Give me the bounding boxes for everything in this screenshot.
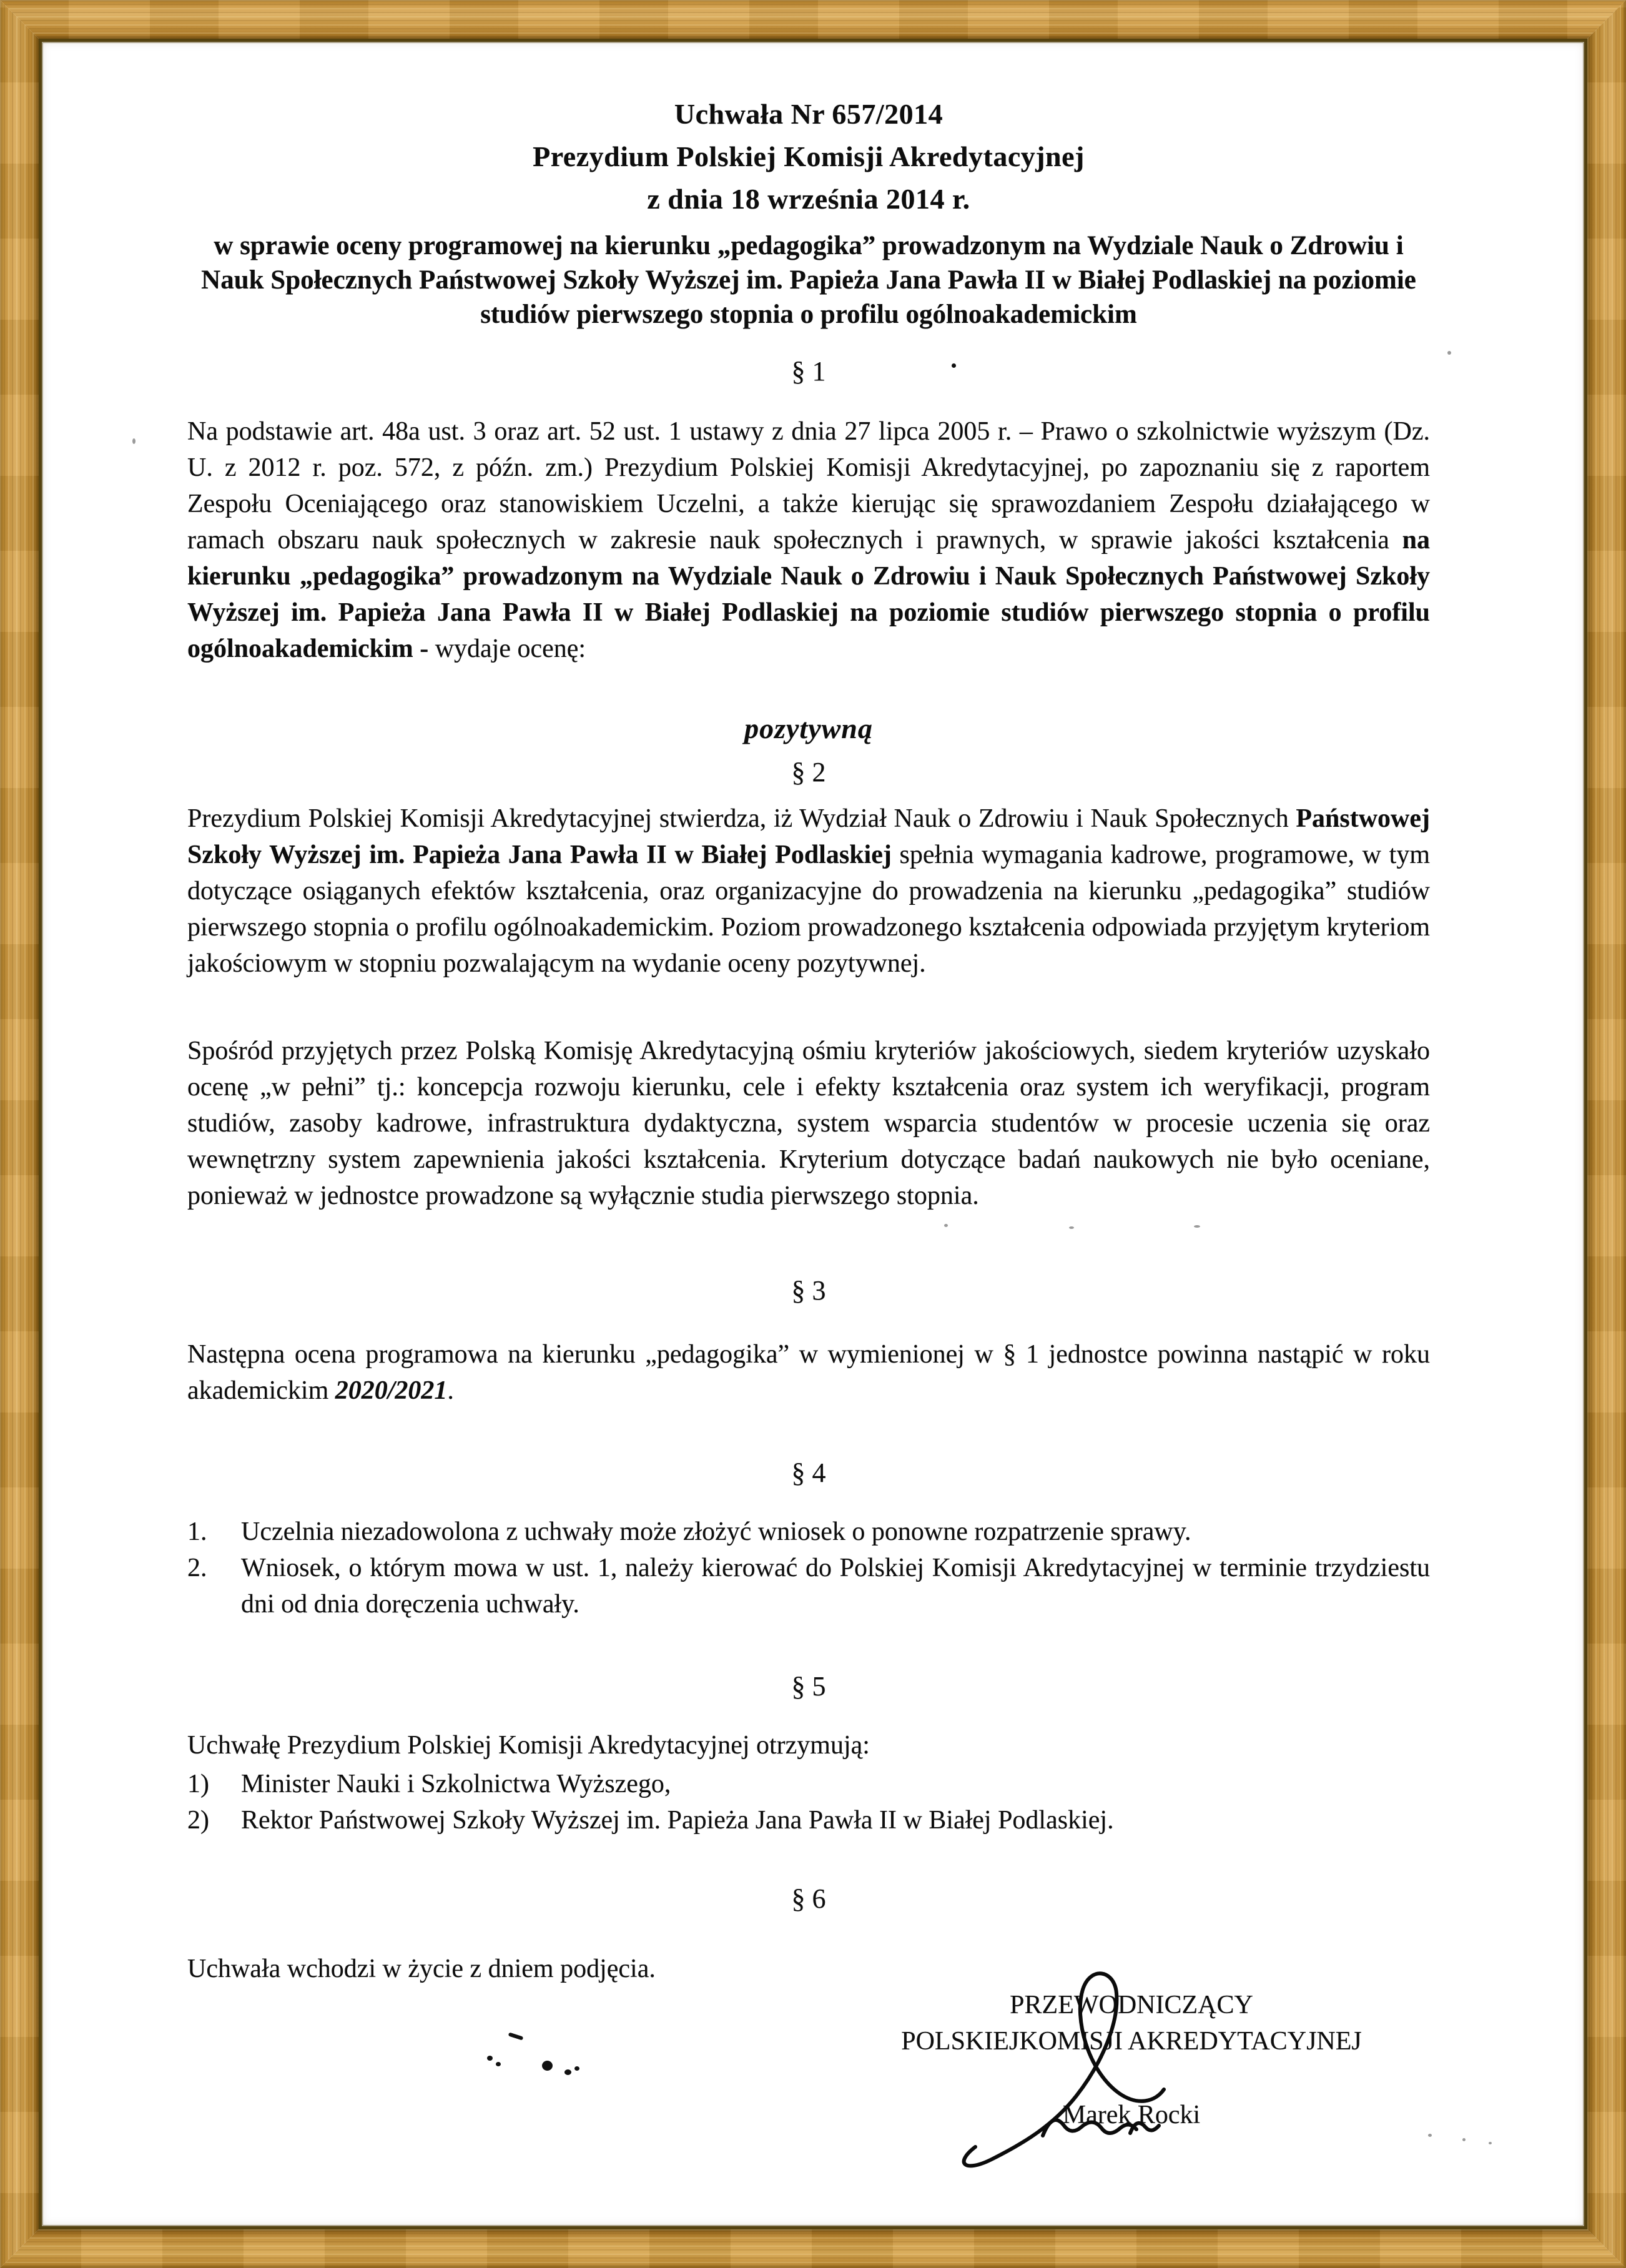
section-1-text-bold: na kierunku „pedagogika” prowadzonym na Wydziale Nauk o Zdrowiu i Nauk Społecznych Państwowej Szkoły Wyższej im. Papieża Jana Pawła II w Białej Podlaskiej na poziomie studiów pierwszego stopnia o profilu ogólnoakademickim - <box>187 526 1430 663</box>
wooden-frame-top <box>0 0 1626 39</box>
section-2-paragraph-2: Spośród przyjętych przez Polską Komisję Akredytacyjną ośmiu kryteriów jakościowych, siedem kryteriów uzyskało ocenę „w pełni” tj.: koncepcja rozwoju kierunku, cele i efekty kształcenia oraz system ich weryfikacji, program studiów, zasoby kadrowe, infrastruktura dydaktyczna, system wsparcia studentów w procesie uczenia się oraz wewnętrzny system zapewnienia jakości kształcenia. Kryterium dotyczące badań naukowych nie było oceniane, ponieważ w jednostce prowadzone są wyłącznie studia pierwszego stopnia. <box>187 1037 1430 1210</box>
ink-speck <box>1447 351 1451 355</box>
ink-speck <box>1462 2138 1466 2141</box>
section-3-academic-year: 2020/2021 <box>335 1376 448 1405</box>
document-title-line1: Uchwała Nr 657/2014 <box>674 98 944 130</box>
section-5-mark: § 5 <box>791 1671 826 1702</box>
section-4-mark: § 4 <box>791 1457 826 1488</box>
list-item-text: Minister Nauki i Szkolnictwa Wyższego, <box>241 1770 671 1798</box>
ink-speck <box>1069 1226 1074 1229</box>
wooden-frame-left <box>0 0 39 2268</box>
ink-speck <box>952 363 956 368</box>
section-3-body <box>187 1336 1430 1409</box>
list-item-number: 1. <box>187 1517 207 1546</box>
section-2-paragraph-1 <box>187 801 1430 982</box>
list-item <box>187 1514 1430 1550</box>
list-item <box>187 1550 1430 1622</box>
signer-name: Marek Rocki <box>1062 2101 1201 2129</box>
section-2-mark: § 2 <box>791 757 826 787</box>
list-item-number: 2. <box>187 1554 207 1582</box>
section-6-body: Uchwała wchodzi w życie z dniem podjęcia. <box>187 1955 656 1983</box>
wooden-frame-bottom <box>0 2229 1626 2268</box>
ink-speck <box>1194 1225 1200 1228</box>
ink-speck <box>1489 2142 1492 2144</box>
section-1-mark: § 1 <box>791 356 826 387</box>
list-item-text: Wniosek, o którym mowa w ust. 1, należy kierować do Polskiej Komisji Akredytacyjnej w terminie trzydziestu dni od dnia doręczenia uchwały. <box>241 1554 1430 1619</box>
section-1-text-normal-2: wydaje ocenę: <box>428 634 586 663</box>
section-3-text-normal-1: Następna ocena programowa na kierunku „pedagogika” w wymienionej w § 1 jednostce powinna nastąpić w roku akademickim <box>187 1340 1430 1405</box>
ink-speck <box>132 438 136 444</box>
list-item-number: 1) <box>187 1770 209 1798</box>
document-paper <box>39 39 1587 2229</box>
document-title-line3: z dnia 18 września 2014 r. <box>647 183 970 215</box>
section-1-text-normal-1: Na podstawie art. 48a ust. 3 oraz art. 52 ust. 1 ustawy z dnia 27 lipca 2005 r. – Prawo o szkolnictwie wyższym (Dz. U. z 2012 r. poz. 572, z późn. zm.) Prezydium Polskiej Komisji Akredytacyjnej, po zapoznaniu się z raportem Zespołu Oceniającego oraz stanowiskiem Uczelni, a także kierując się sprawozdaniem Zespołu działającego w ramach obszaru nauk społecznych w zakresie nauk społecznych i prawnych, w sprawie jakości kształcenia <box>187 417 1430 555</box>
ink-speck <box>944 1224 948 1227</box>
section-3-mark: § 3 <box>791 1275 826 1306</box>
signer-role-line1: PRZEWODNICZĄCY <box>1010 1991 1253 2019</box>
ink-speck <box>508 2032 524 2040</box>
document-title-line2: Prezydium Polskiej Komisji Akredytacyjnej <box>533 141 1085 172</box>
ink-speck <box>564 2069 571 2075</box>
section-2-p1-normal-2: spełnia wymagania kadrowe, programowe, w tym dotyczące osiąganych efektów kształcenia, oraz organizacyjne do prowadzenia na kierunku „pedagogika” studiów pierwszego stopnia o profilu ogólnoakademickim. Poziom prowadzonego kształcenia odpowiada przyjętym kryteriom jakościowym w stopniu pozwalającym na wydanie oceny pozytywnej. <box>187 841 1430 978</box>
ink-speck <box>574 2066 579 2071</box>
list-item-number: 2) <box>187 1806 209 1835</box>
section-2-p1-bold: Państwowej Szkoły Wyższej im. Papieża Jana Pawła II w Białej Podlaskiej <box>187 804 1430 869</box>
ink-speck <box>496 2062 501 2066</box>
section-6-mark: § 6 <box>791 1883 826 1914</box>
list-item-text: Uczelnia niezadowolona z uchwały może złożyć wniosek o ponowne rozpatrzenie sprawy. <box>241 1517 1191 1546</box>
section-1-body <box>187 413 1430 667</box>
list-item-text: Rektor Państwowej Szkoły Wyższej im. Papieża Jana Pawła II w Białej Podlaskiej. <box>241 1806 1114 1835</box>
section-5-intro: Uchwałę Prezydium Polskiej Komisji Akredytacyjnej otrzymują: <box>187 1731 870 1760</box>
section-3-text-normal-2: . <box>447 1376 454 1405</box>
verdict-text: pozytywną <box>744 712 873 744</box>
signature-block <box>863 1987 1400 2133</box>
section-4-list <box>187 1514 1430 1622</box>
signer-role-line2: POLSKIEJKOMISJI AKREDYTACYJNEJ <box>901 2027 1362 2056</box>
ink-speck <box>542 2061 553 2071</box>
list-item <box>187 1802 1430 1838</box>
ink-speck <box>487 2056 493 2061</box>
document-subject: w sprawie oceny programowej na kierunku „pedagogika” prowadzonym na Wydziale Nauk o Zdrowiu i Nauk Społecznych Państwowej Szkoły Wyższej im. Papieża Jana Pawła II w Białej Podlaskiej na poziomie studiów pierwszego stopnia o profilu ogólnoakademickim <box>201 231 1416 329</box>
list-item <box>187 1766 1430 1802</box>
wooden-frame-right <box>1587 0 1626 2268</box>
document-content <box>39 39 1587 2229</box>
section-2-p1-normal-1: Prezydium Polskiej Komisji Akredytacyjnej stwierdza, iż Wydział Nauk o Zdrowiu i Nauk Społecznych <box>187 804 1296 833</box>
section-5-list <box>187 1766 1430 1838</box>
ink-speck <box>1428 2134 1432 2137</box>
